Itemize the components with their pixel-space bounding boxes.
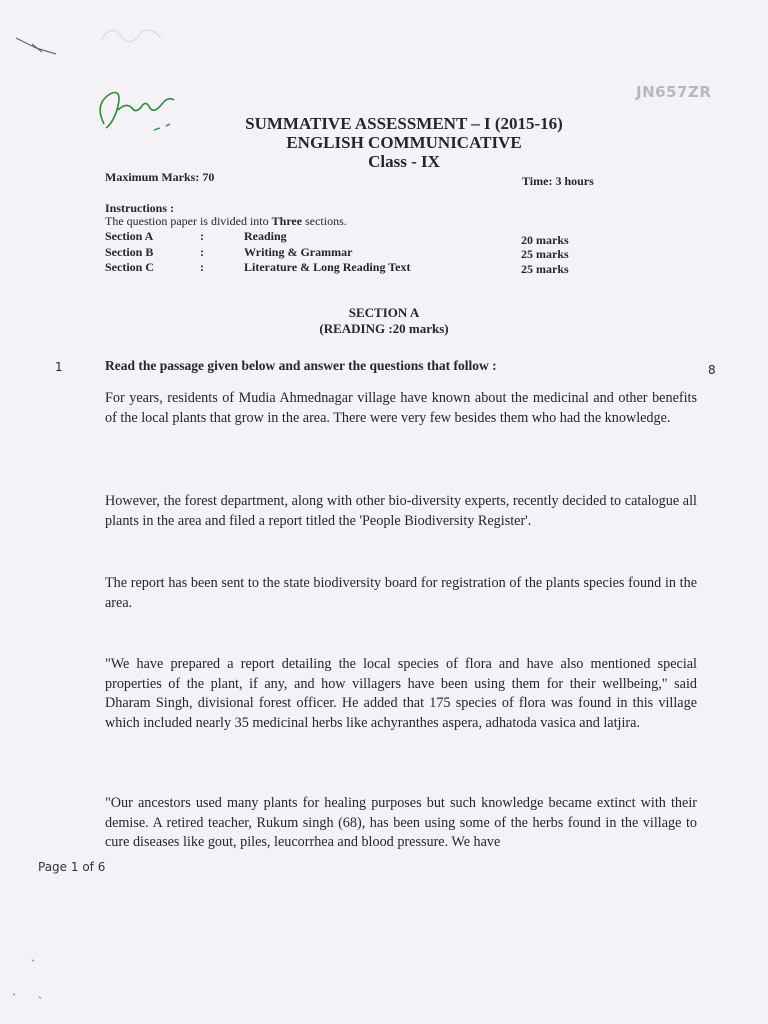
section-row [105, 229, 605, 247]
section-marks: 25 marks [521, 247, 569, 261]
exam-title: SUMMATIVE ASSESSMENT – I (2015-16) [245, 114, 563, 133]
stray-mark: ˎ [12, 982, 16, 996]
passage-paragraph: "We have prepared a report detailing the local species of flora and have also mentioned special properties of the plant, if any, and how villagers have been using them for their wellbeing," said Dharam Singh, divisional forest officer. He added that 175 species of flora was found in this village which included nearly 35 medicinal herbs like achyranthes aspera, adhatoda vasica and latjira. [105, 656, 697, 731]
section-name: Section A [105, 229, 154, 243]
faint-handwriting [96, 18, 176, 48]
passage-paragraph: The report has been sent to the state biodiversity board for registration of the plants species found in the area. [105, 575, 697, 611]
instructions-text: The question paper is divided into Three sections. [105, 214, 347, 228]
section-name: Section C [105, 260, 154, 274]
section-row [105, 260, 605, 275]
section-a-title: SECTION A [348, 305, 420, 320]
section-description: Writing & Grammar [244, 245, 353, 259]
section-name: Section B [105, 245, 154, 259]
passage-paragraph: However, the forest department, along with other bio-diversity experts, recently decided to catalogue all plants in the area and filed a report titled the 'People Biodiversity Register'. [105, 493, 697, 529]
section-a-subtitle: (READING :20 marks) [319, 321, 449, 336]
exam-class: Class - IX [368, 152, 440, 171]
section-description: Reading [244, 229, 287, 243]
question-marks: 8 [708, 363, 716, 377]
maximum-marks: Maximum Marks: 70 [105, 170, 215, 184]
section-marks: 20 marks [521, 233, 569, 247]
section-description: Literature & Long Reading Text [244, 260, 411, 274]
page-number: Page 1 of 6 [38, 860, 106, 874]
passage-paragraph: "Our ancestors used many plants for healing purposes but such knowledge became extinct with their demise. A retired teacher, Rukum singh (68), has been using some of the herbs found in the village to cure diseases like gout, piles, leucorrhea and blood pressure. We have [105, 795, 697, 850]
pen-mark [12, 32, 62, 62]
stray-mark: ˏ [38, 985, 42, 999]
stray-mark: ˎ [31, 948, 35, 962]
section-marks: 25 marks [521, 262, 569, 276]
document-code: JN657ZR [636, 83, 712, 101]
question-text: Read the passage given below and answer the questions that follow : [105, 358, 497, 373]
instructions-heading: Instructions : [105, 201, 175, 215]
section-colon: : [200, 229, 204, 243]
section-row [105, 245, 605, 260]
time-allowed: Time: 3 hours [522, 174, 594, 188]
section-colon: : [200, 245, 204, 259]
passage-paragraph: For years, residents of Mudia Ahmednagar village have known about the medicinal and other benefits of the local plants that grow in the area. There were very few besides them who had the knowledge. [105, 390, 697, 426]
section-colon: : [200, 260, 204, 274]
exam-subject: ENGLISH COMMUNICATIVE [286, 133, 522, 152]
question-number: 1 [55, 360, 63, 374]
